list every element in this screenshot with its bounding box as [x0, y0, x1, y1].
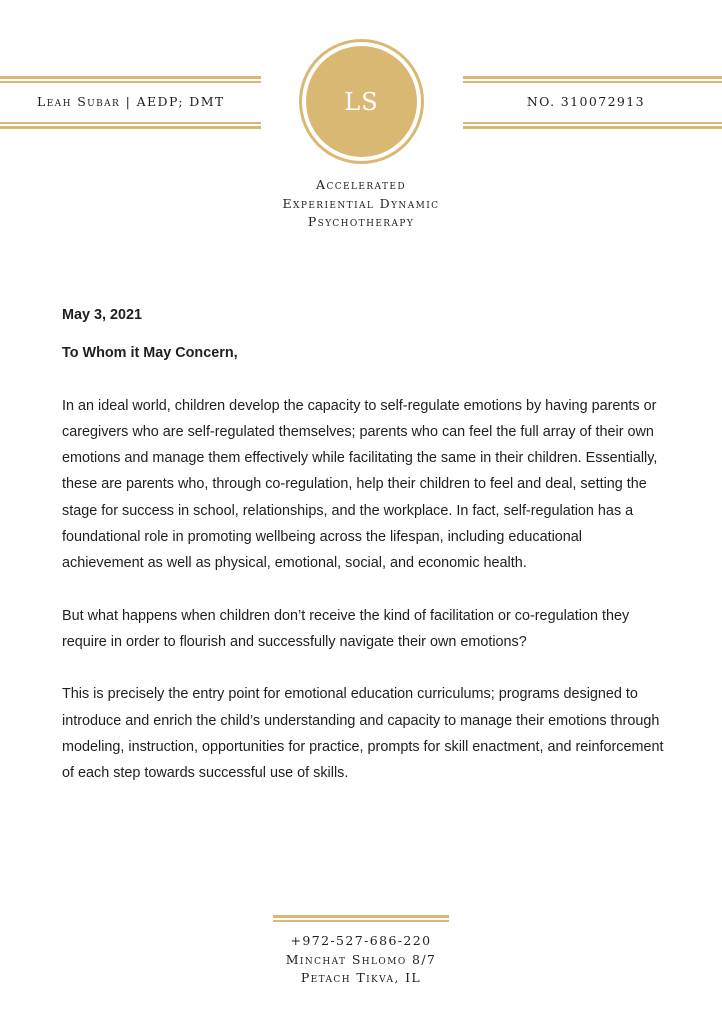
header-rule-left-bottom-2 [0, 126, 261, 129]
letter-paragraph: In an ideal world, children develop the capacity to self-regulate emotions by having parents or caregivers who are self-regulated themselves; parents who can feel the full array of their own emotions and manage them effectively while facilitating the same in their children. Essentially, these are parents who, through co-regulation, help their children to feel and deal, setting the stage for success in school, relationships, and the workplace. In fact, self-regulation has a foundational role in promoting wellbeing across the lifespan, including educational achievement as well as physical, emotional, social, and economic health. [62, 397, 658, 572]
header-rule-left-top-2 [0, 81, 261, 83]
header-rule-right-bottom-2 [463, 126, 722, 129]
letter-salutation: To Whom it May Concern, [62, 345, 238, 362]
header-rule-left-bottom [0, 122, 261, 124]
contact-footer [211, 932, 511, 988]
letter-paragraph: This is precisely the entry point for emotional education curriculums; programs designed to introduce and enrich the child’s understanding and capacity to manage their emotions through modeling, instruction, opportunities for practice, prompts for skill enactment, and reinforcement of each step towards successful use of skills. [62, 686, 664, 782]
registration-number: NO. 310072913 [526, 94, 645, 109]
monogram-seal [299, 39, 424, 164]
tagline-line: Accelerated [316, 177, 406, 192]
header-rule-right-top-2 [463, 81, 722, 83]
header-rule-right-top [463, 76, 722, 79]
footer-rule-bottom [273, 920, 449, 922]
header-rule-left-top [0, 76, 261, 79]
address-line: Minchat Shlomo 8/7 [285, 951, 437, 967]
name-credentials: Leah Subar | AEDP; DMT [37, 94, 225, 109]
tagline-line: Psychotherapy [307, 214, 415, 229]
letter-paragraph: But what happens when children don’t receive the kind of facilitation or co-regulation they require in order to flourish and successfully navigate their own emotions? [62, 607, 630, 650]
letter-date: May 3, 2021 [62, 307, 143, 323]
footer-rule-top [273, 915, 449, 918]
practice-tagline [211, 176, 511, 232]
address-line: Petach Tikva, IL [300, 970, 422, 985]
monogram: LS [306, 46, 417, 157]
letter-body [62, 302, 666, 812]
tagline-line: Experiential Dynamic [282, 195, 440, 211]
phone-number: +972-527-686-220 [290, 933, 432, 948]
header-rule-right-bottom [463, 122, 722, 124]
